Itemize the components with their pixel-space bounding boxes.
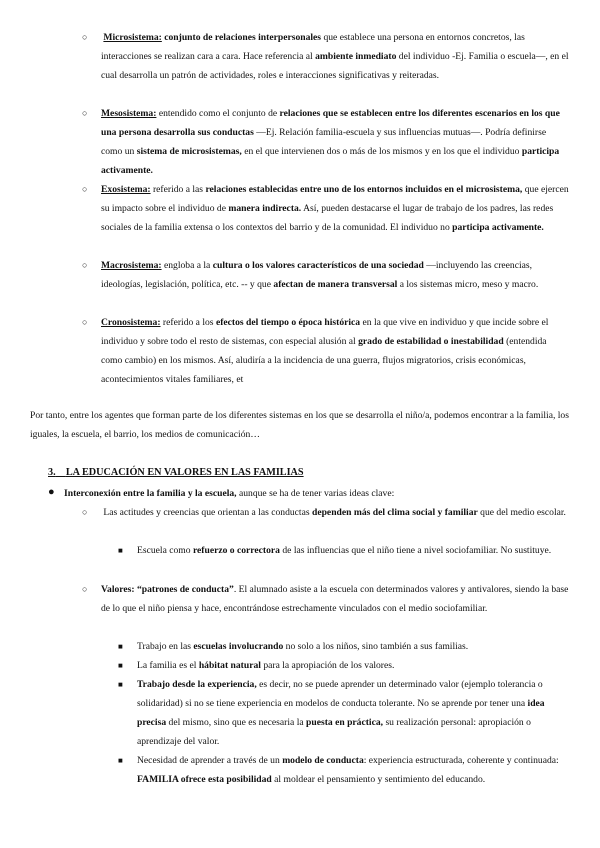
cronosistema-term: Cronosistema:	[101, 317, 161, 328]
actitudes-item	[101, 503, 572, 522]
mesosistema-text-2: —Ej. Relación familia-escuela y sus influencias mutuas—. Podría definirse como un	[101, 127, 547, 157]
actitudes-bold-1: dependen más del clima social y familiar	[312, 507, 478, 518]
interconexion-item	[64, 484, 569, 503]
valores-text-1: . El alumnado asiste a la escuela con determinados valores y antivalores, siendo la base de lo que el niño piensa y hace, encontrándose estrechamente vinculados con el medio sociofamiliar.	[101, 584, 569, 614]
actitudes-text-2: que del medio escolar.	[480, 507, 566, 518]
microsistema-term: Microsistema:	[103, 32, 162, 43]
circle-bullet-icon: ○	[82, 507, 88, 517]
mesosistema-term: Mesosistema:	[101, 108, 157, 119]
habitat-text-1: La familia es el	[137, 660, 197, 671]
modelo-text-3: al moldear el pensamiento y sentimiento del educando.	[274, 774, 486, 785]
circle-bullet-icon: ○	[82, 108, 88, 118]
exosistema-text-2: que ejercen su impacto sobre el individuo de	[101, 184, 569, 214]
experiencia-text-2: del mismo, sino que es necesaria la	[168, 717, 304, 728]
trabajo-escuelas-bold-1: escuelas involucrando	[193, 641, 284, 652]
circle-bullet-icon: ○	[82, 317, 88, 327]
macrosistema-term: Macrosistema:	[101, 260, 162, 271]
microsistema-def-bold: conjunto de relaciones interpersonales	[164, 32, 322, 43]
escuela-text-2: de las influencias que el niño tiene a nivel sociofamiliar. No sustituye.	[282, 545, 552, 556]
circle-bullet-icon: ○	[82, 32, 88, 42]
square-bullet-icon: ■	[118, 680, 123, 689]
valores-item	[101, 580, 572, 618]
habitat-text-2: para la apropiación de los valores.	[263, 660, 395, 671]
habitat-bold-1: hábitat natural	[198, 660, 261, 671]
mesosistema-bold-2: sistema de microsistemas,	[136, 146, 242, 157]
interconexion-bold: Interconexión entre la familia y la escuela,	[64, 488, 237, 499]
exosistema-bold-3: participa activamente.	[452, 222, 544, 233]
section-number: 3.	[48, 467, 56, 478]
exosistema-text-3: Así, pueden destacarse el lugar de trabajo de los padres, las redes sociales de la familia extensa o los contextos del barrio y de la comunidad. El individuo no	[101, 203, 554, 233]
macrosistema-text-1: engloba a la	[163, 260, 211, 271]
cronosistema-bold-2: grado de estabilidad o inestabilidad	[358, 336, 504, 347]
experiencia-text-1: es decir, no se puede aprender un determinado valor (ejemplo tolerancia o solidaridad) si no se tiene experiencia en modelos de conducta tolerante. No se aprende por tener una	[137, 679, 543, 709]
cronosistema-text-2: en la que vive en individuo y que incide sobre el individuo y sobre todo el resto de sistemas, con especial alusión al	[101, 317, 549, 347]
trabajo-escuelas-text-1: Trabajo en las	[137, 641, 192, 652]
cronosistema-item	[101, 313, 569, 389]
square-bullet-icon: ■	[118, 661, 123, 670]
exosistema-item	[101, 180, 569, 237]
macrosistema-text-2: —incluyendo las creencias, ideologías, legislación, política, etc. -- y que	[101, 260, 533, 290]
macrosistema-bold-2: afectan de manera transversal	[273, 279, 398, 290]
interconexion-text: aunque se ha de tener varias ideas clave:	[238, 488, 395, 499]
section-heading	[48, 463, 568, 482]
exosistema-term: Exosistema:	[101, 184, 151, 195]
experiencia-item	[137, 675, 572, 751]
experiencia-bold-1: Trabajo desde la experiencia,	[137, 679, 257, 690]
cronosistema-text-3: (entendida como cambio) en los mismos. Así, aludiría a la incidencia de una guerra, flujos migratorios, crisis económicas, acontecimientos vitales familiares, et	[101, 336, 547, 385]
circle-bullet-icon: ○	[82, 184, 88, 194]
macrosistema-bold-1: cultura o los valores característicos de una sociedad	[212, 260, 424, 271]
macrosistema-text-3: a los sistemas micro, meso y macro.	[399, 279, 539, 290]
cronosistema-text-1: referido a los	[162, 317, 214, 328]
square-bullet-icon: ■	[118, 642, 123, 651]
mesosistema-text-1: entendido como el conjunto de	[158, 108, 278, 119]
microsistema-bold-2: ambiente inmediato	[315, 51, 397, 62]
modelo-bold-2: FAMILIA ofrece esta posibilidad	[137, 774, 272, 785]
exosistema-bold-1: relaciones establecidas entre uno de los entornos incluidos en el microsistema,	[205, 184, 523, 195]
mesosistema-text-3: en el que intervienen dos o más de los mismos y en los que el individuo	[244, 146, 520, 157]
experiencia-text-3: su realización personal: apropiación o aprendizaje del valor.	[137, 717, 531, 747]
modelo-bold-1: modelo de conducta	[282, 755, 364, 766]
microsistema-text-1: que establece una persona en entornos concretos, las interacciones se realizan cara a cara. Hace referencia al	[101, 32, 525, 62]
modelo-item	[137, 751, 572, 789]
section-title: LA EDUCACIÓN EN VALORES EN LAS FAMILIAS	[65, 467, 304, 478]
escuela-bold-1: refuerzo o correctora	[192, 545, 280, 556]
experiencia-bold-2: idea precisa	[137, 698, 545, 728]
square-bullet-icon: ■	[118, 546, 123, 555]
escuela-text-1: Escuela como	[137, 545, 191, 556]
mesosistema-bold-3: participa activamente.	[101, 146, 560, 176]
habitat-item	[137, 656, 572, 675]
circle-bullet-icon: ○	[82, 260, 88, 270]
experiencia-bold-3: puesta en práctica,	[306, 717, 384, 728]
trabajo-escuelas-item	[137, 637, 572, 656]
exosistema-bold-2: manera indirecta.	[228, 203, 302, 214]
modelo-text-2: : experiencia estructurada, coherente y continuada:	[363, 755, 559, 766]
escuela-item	[137, 541, 572, 560]
mesosistema-bold-1: relaciones que se establecen entre los diferentes escenarios en los que una persona desarrolla sus conductas	[101, 108, 560, 138]
cronosistema-bold-1: efectos del tiempo o época histórica	[215, 317, 361, 328]
actitudes-text-1: Las actitudes y creencias que orientan a las conductas	[103, 507, 310, 518]
disc-bullet-icon: ●	[48, 486, 55, 498]
mesosistema-item	[101, 104, 569, 180]
macrosistema-item	[101, 256, 569, 294]
trabajo-escuelas-text-2: no solo a los niños, sino también a sus familias.	[285, 641, 469, 652]
valores-bold-1: Valores: “patrones de conducta”	[101, 584, 234, 595]
microsistema-text-2: del individuo -Ej. Familia o escuela—, en el cual desarrolla un patrón de actividades, roles e interacciones significativas y reiteradas.	[101, 51, 569, 81]
modelo-text-1: Necesidad de aprender a través de un	[137, 755, 280, 766]
exosistema-text-1: referido a las	[152, 184, 204, 195]
square-bullet-icon: ■	[118, 756, 123, 765]
circle-bullet-icon: ○	[82, 584, 88, 594]
conclusion-paragraph: Por tanto, entre los agentes que forman parte de los diferentes sistemas en los que se desarrolla el niño/a, podemos encontrar a la familia, los iguales, la escuela, el barrio, los medios de comunicación…	[30, 410, 569, 440]
microsistema-item	[101, 28, 569, 85]
